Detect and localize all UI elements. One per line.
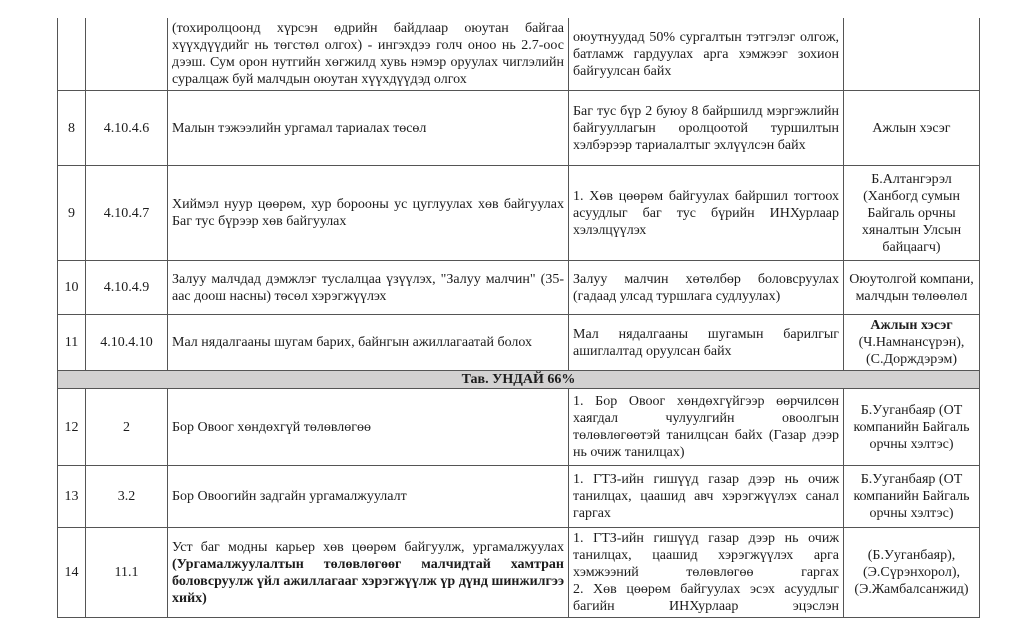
cell-row-number: 14 — [58, 528, 86, 618]
table-row-9 — [58, 166, 980, 261]
cell-task: Баг тус бүр 2 буюу 8 байршилд мэргэжлийн байгууллагын оролцоотой туршилтын хэлбэрээр тариалалтыг эхлүүлсэн байх — [569, 91, 844, 166]
cell-row-number: 9 — [58, 166, 86, 261]
cell-task: Залуу малчин хөтөлбөр боловсруулах (гадаад улсад туршлага судлуулах) — [569, 261, 844, 315]
cell-responsible — [844, 315, 980, 371]
cell-row-number — [58, 18, 86, 91]
table-row-12 — [58, 389, 980, 466]
table-row-13 — [58, 466, 980, 528]
table-row-continuation — [58, 18, 980, 91]
cell-task: 1. ГТЗ-ийн гишүүд газар дээр нь очиж танилцах, цаашид авч хэрэгжүүлэх санал гаргах — [569, 466, 844, 528]
cell-responsible: Оюутолгой компани, малчдын төлөөлөл — [844, 261, 980, 315]
cell-row-number: 13 — [58, 466, 86, 528]
cell-description: Залуу малчдад дэмжлэг туслалцаа үзүүлэх, "Залуу малчин" (35-аас доош насны) төсөл хэрэгжүүлэх — [168, 261, 569, 315]
action-plan-table — [57, 18, 980, 618]
cell-description: Бор Овоогийн задгайн ургамалжуулалт — [168, 466, 569, 528]
cell-description: (тохиролцоонд хүрсэн өдрийн байдлаар оюутан байгаа хүүхдүүдийг нь төгстөл олгох) - ингэхдээ голч оноо нь 2.7-оос дээш. Сум орон нутгийн хөгжилд хувь нэмэр оруулах чиглэлийн суралцаж буй малчдын оюутан хүүхдүүдэд олгох — [168, 18, 569, 91]
cell-responsible: Б.Ууганбаяр (ОТ компанийн Байгаль орчны хэлтэс) — [844, 389, 980, 466]
cell-task — [569, 528, 844, 618]
task-item-1: 1. ГТЗ-ийн гишүүд газар дээр нь очиж танилцах, цаашид хэрэгжүүлэх арга хэмжээний төлөвлөгөө гаргах — [573, 531, 839, 580]
section-header-row — [58, 371, 980, 389]
table-row-8 — [58, 91, 980, 166]
cell-code: 11.1 — [86, 528, 168, 618]
task-item-2: 2. Хөв цөөрөм байгуулах эсэх асуудлыг багийн ИНХурлаар эцэслэн — [573, 582, 839, 614]
responsible-names: (Ч.Намнансүрэн), (С.Дорждэрэм) — [858, 335, 965, 367]
cell-task: оюутнуудад 50% сургалтын тэтгэлэг олгож, батламж гардуулах арга хэмжээг зохион байгуулсан байх — [569, 18, 844, 91]
cell-task: 1. Бор Овоог хөндөхгүйгээр өөрчилсөн хаягдал чулуулгийн овоолгын төлөвлөгөөтэй танилцсан байх (Газар дээр нь очиж танилцах) — [569, 389, 844, 466]
description-note-bold: (Ургамалжуулалтын төлөвлөгөөг малчидтай хамтран боловсруулж үйл ажиллагааг хэрэгжүүлж үр дүнд шинжилгээ хийх) — [172, 556, 564, 606]
cell-code: 4.10.4.7 — [86, 166, 168, 261]
cell-code: 4.10.4.9 — [86, 261, 168, 315]
cell-code: 4.10.4.6 — [86, 91, 168, 166]
cell-row-number: 11 — [58, 315, 86, 371]
cell-responsible: Б.Алтангэрэл (Ханбогд сумын Байгаль орчны хяналтын Улсын байцаагч) — [844, 166, 980, 261]
cell-code: 3.2 — [86, 466, 168, 528]
cell-responsible: Б.Ууганбаяр (ОТ компанийн Байгаль орчны хэлтэс) — [844, 466, 980, 528]
cell-row-number: 8 — [58, 91, 86, 166]
cell-responsible — [844, 18, 980, 91]
cell-task: 1. Хөв цөөрөм байгуулах байршил тогтоох асуудлыг баг тус бүрийн ИНХурлаар хэлэлцүүлэх — [569, 166, 844, 261]
cell-responsible: (Б.Ууганбаяр), (Э.Сүрэнхорол), (Э.Жамбалсанжид) — [844, 528, 980, 618]
cell-row-number: 12 — [58, 389, 86, 466]
cell-code: 2 — [86, 389, 168, 466]
responsible-group-label: Ажлын хэсэг — [870, 318, 953, 333]
table-row-11 — [58, 315, 980, 371]
cell-row-number: 10 — [58, 261, 86, 315]
cell-description — [168, 528, 569, 618]
table-row-14 — [58, 528, 980, 618]
cell-description: Хиймэл нуур цөөрөм, хур борооны ус цуглуулах хөв байгуулах Баг тус бүрээр хөв байгуулах — [168, 166, 569, 261]
table-row-10 — [58, 261, 980, 315]
cell-description: Бор Овоог хөндөхгүй төлөвлөгөө — [168, 389, 569, 466]
cell-description: Малын тэжээлийн ургамал тариалах төсөл — [168, 91, 569, 166]
cell-code — [86, 18, 168, 91]
description-text: Уст баг модны карьер хөв цөөрөм байгуулж, ургамалжуулах — [172, 539, 564, 555]
cell-responsible: Ажлын хэсэг — [844, 91, 980, 166]
cell-code: 4.10.4.10 — [86, 315, 168, 371]
section-header-label: Тав. УНДАЙ 66% — [58, 371, 980, 389]
cell-description: Мал нядалгааны шугам барих, байнгын ажиллагаатай болох — [168, 315, 569, 371]
cell-task: Мал нядалгааны шугамын барилгыг ашиглалтад оруулсан байх — [569, 315, 844, 371]
